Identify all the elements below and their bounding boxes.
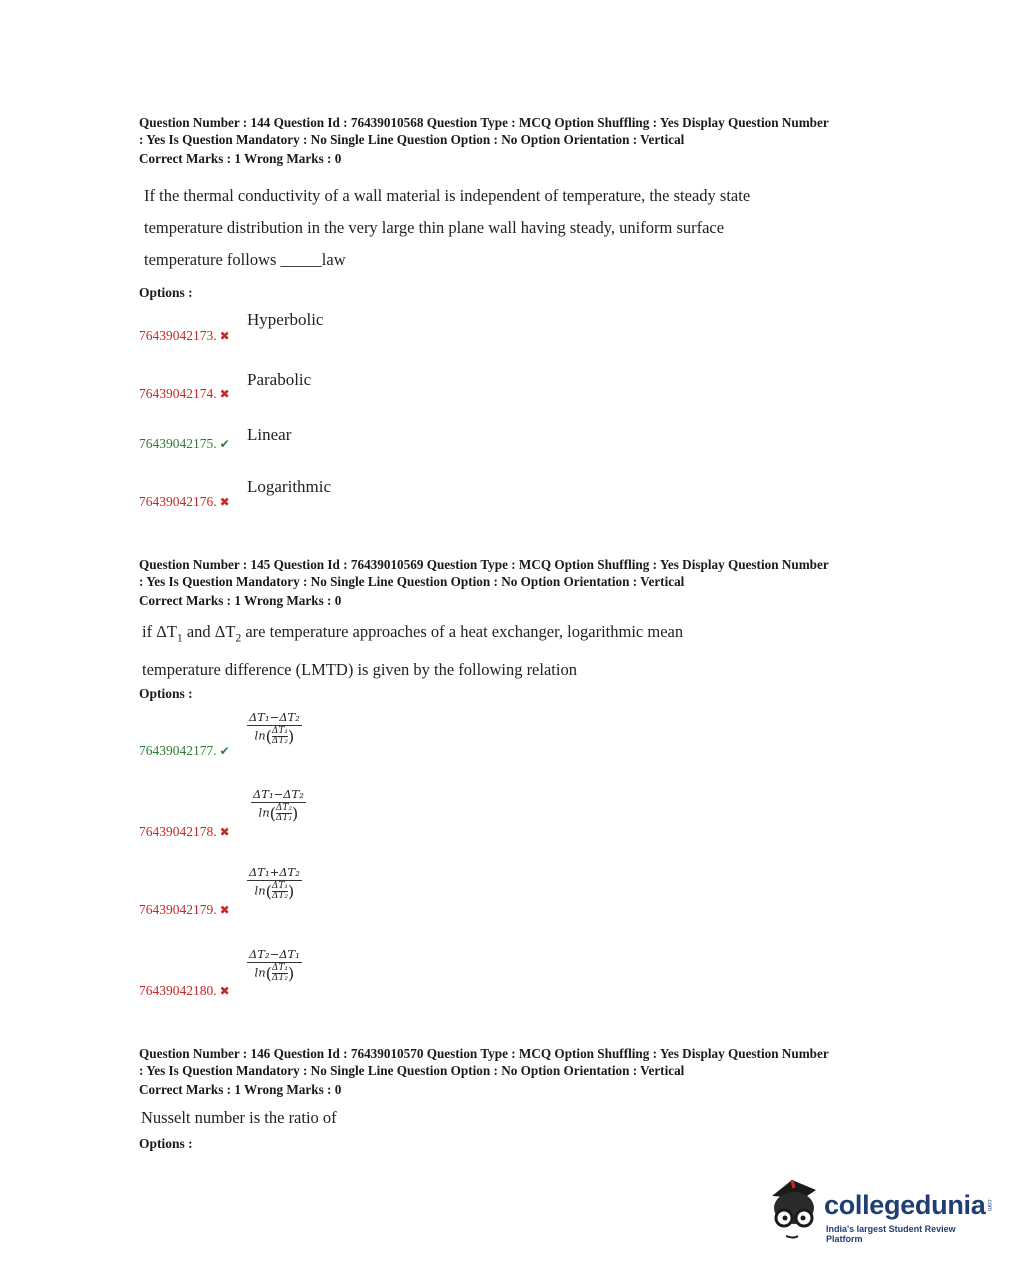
options-label: Options :: [139, 285, 193, 300]
options-label: Options :: [139, 1136, 193, 1151]
option-id: 76439042178.: [139, 824, 217, 839]
check-mark-icon: ✔: [219, 437, 230, 451]
formula-denominator: ln( $\frac{\text{ΔT₁}}{\text{ΔT₂}}$): [254, 726, 295, 746]
question-144-meta: [139, 114, 919, 167]
question-text-line: If the thermal conductivity of a wall material is independent of temperature, the steady state: [144, 186, 751, 205]
question-146-text: [141, 1102, 337, 1134]
logo-tld: .com: [986, 1198, 992, 1212]
collegedunia-logo: [764, 1176, 994, 1246]
option-text: Linear: [247, 425, 292, 444]
question-text-line: temperature distribution in the very large thin plane wall having steady, uniform surface: [144, 218, 725, 237]
meta-line: Question Number : 144 Question Id : 76439010568 Question Type : MCQ Option Shuffling : Yes Display Question Number: [139, 115, 829, 130]
check-mark-icon: ✔: [219, 744, 230, 758]
formula-denominator: ln( $\frac{\text{ΔT₁}}{\text{ΔT₂}}$): [254, 881, 295, 901]
option-row: [139, 983, 230, 999]
formula-numerator: ΔT₂−ΔT₁: [249, 947, 300, 961]
question-text-line: temperature difference (LMTD) is given by the following relation: [142, 660, 577, 680]
formula-denominator: ln( $\frac{\text{ΔT₁}}{\text{ΔT₂}}$): [254, 963, 295, 983]
option-row: [139, 328, 230, 344]
lmtd-formula: [247, 865, 302, 901]
option-id: 76439042174.: [139, 386, 217, 401]
option-id: 76439042177.: [139, 743, 217, 758]
mascot-icon: [764, 1176, 824, 1246]
wrong-mark-icon: ✖: [219, 903, 230, 917]
option-row: [139, 494, 230, 510]
meta-line: Question Number : 145 Question Id : 76439010569 Question Type : MCQ Option Shuffling : Yes Display Question Number: [139, 557, 829, 572]
formula-numerator: ΔT₁+ΔT₂: [249, 865, 300, 879]
option-id: 76439042179.: [139, 902, 217, 917]
option-row: [139, 743, 230, 759]
marks-line: Correct Marks : 1 Wrong Marks : 0: [139, 1082, 342, 1097]
question-text-line: temperature follows _____law: [144, 250, 346, 269]
question-144-text: [144, 180, 750, 276]
formula-numerator: ΔT₁−ΔT₂: [253, 787, 304, 801]
marks-line: Correct Marks : 1 Wrong Marks : 0: [139, 151, 342, 166]
meta-line: : Yes Is Question Mandatory : No Single Line Question Option : No Option Orientation : Vertical: [139, 1063, 685, 1078]
logo-wordmark: collegedunia: [824, 1190, 986, 1220]
option-id: 76439042176.: [139, 494, 217, 509]
marks-line: Correct Marks : 1 Wrong Marks : 0: [139, 593, 342, 608]
option-text: Parabolic: [247, 370, 312, 389]
lmtd-formula: [251, 787, 306, 823]
logo-tagline: India's largest Student Review Platform: [826, 1224, 956, 1244]
meta-line: : Yes Is Question Mandatory : No Single Line Question Option : No Option Orientation : Vertical: [139, 574, 685, 589]
formula-denominator: ln( $\frac{\text{ΔT₂}}{\text{ΔT₁}}$): [258, 803, 299, 823]
question-145-meta: [139, 556, 919, 609]
question-145-text: [142, 616, 683, 686]
options-label: Options :: [139, 686, 193, 701]
question-text-line: if $\Delta T_1$ and $\Delta T_2$ are temperature approaches of a heat exchanger, logarithmic mean: [142, 622, 684, 645]
wrong-mark-icon: ✖: [219, 495, 230, 509]
option-id: 76439042180.: [139, 983, 217, 998]
lmtd-formula: [247, 710, 302, 746]
option-row: [139, 386, 230, 402]
wrong-mark-icon: ✖: [219, 825, 230, 839]
wrong-mark-icon: ✖: [219, 387, 230, 401]
wrong-mark-icon: ✖: [219, 329, 230, 343]
question-146-meta: [139, 1045, 919, 1098]
option-id: 76439042173.: [139, 328, 217, 343]
lmtd-formula: [247, 947, 302, 983]
option-row: [139, 902, 230, 918]
question-text-line: Nusselt number is the ratio of: [141, 1108, 337, 1127]
option-row: [139, 436, 230, 452]
option-id: 76439042175.: [139, 436, 217, 451]
wrong-mark-icon: ✖: [219, 984, 230, 998]
option-row: [139, 824, 230, 840]
formula-numerator: ΔT₁−ΔT₂: [249, 710, 300, 724]
meta-line: Question Number : 146 Question Id : 76439010570 Question Type : MCQ Option Shuffling : Yes Display Question Number: [139, 1046, 829, 1061]
option-text: Hyperbolic: [247, 310, 324, 329]
meta-line: : Yes Is Question Mandatory : No Single Line Question Option : No Option Orientation : Vertical: [139, 132, 685, 147]
option-text: Logarithmic: [247, 477, 332, 496]
